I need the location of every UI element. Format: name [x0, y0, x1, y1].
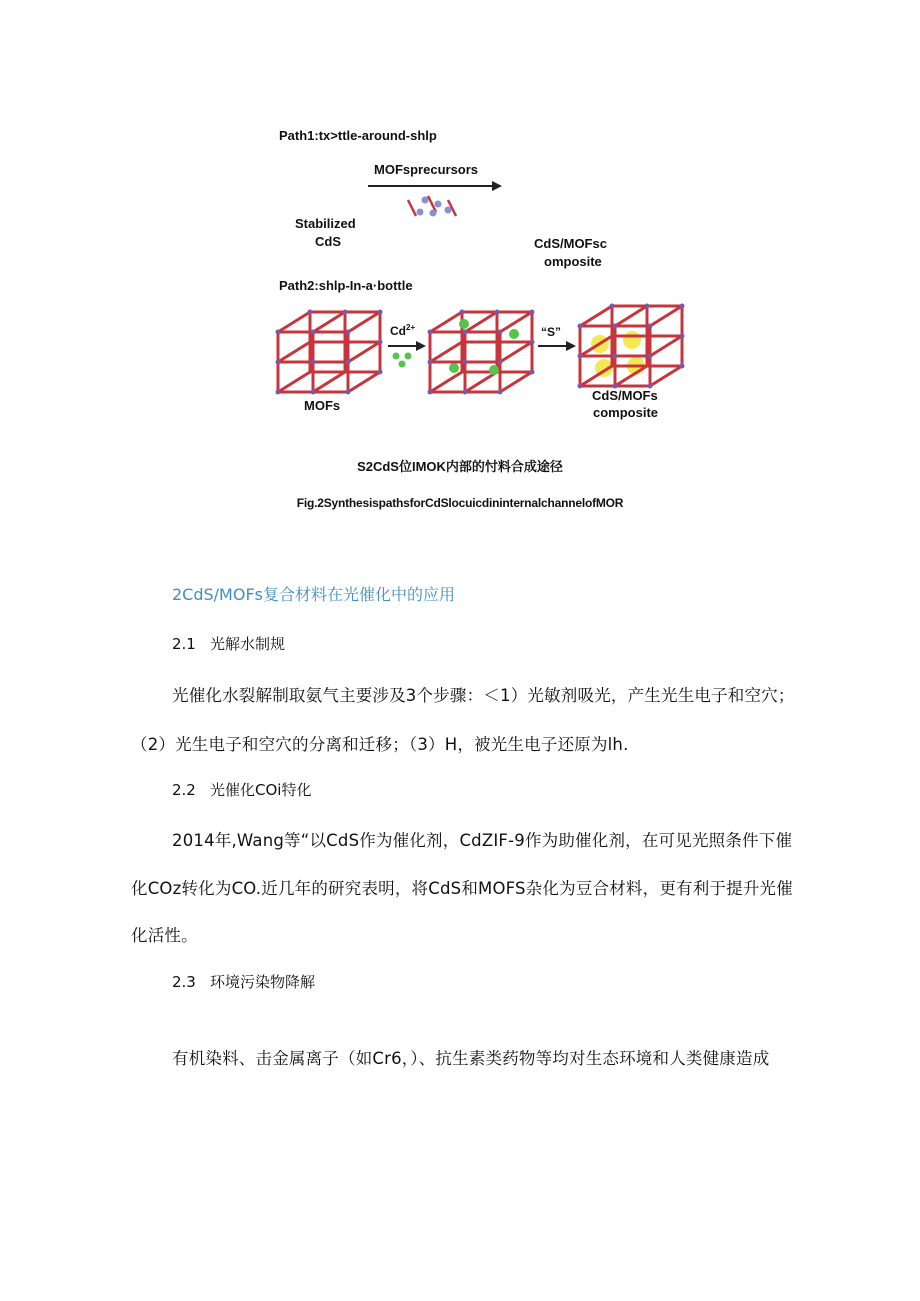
mof-cube-empty [276, 310, 383, 395]
subsection-title: 光催化COi特化 [210, 781, 312, 799]
composite-bottom-label: CdS/MOFs [592, 388, 658, 403]
precursors-arrowhead [492, 181, 502, 191]
subsection-2-2-heading [172, 779, 311, 800]
composite-top-label: CdS/MOFsc [534, 236, 607, 251]
precursors-label: MOFsprecursors [374, 162, 479, 177]
paragraph-2-1-line-1: 光催化水裂解制取氨气主要涉及3个步骤：＜1）光敏剂吸光，产生光生电子和空穴； [172, 686, 795, 705]
stabilized-cds-label: CdS [315, 234, 341, 249]
figure-caption-cn: S2CdS位IMOK内部的忖料合成途径 [357, 459, 563, 474]
subsection-number: 2.3 [172, 973, 196, 991]
cd-ion [405, 353, 412, 360]
precursor-sphere [445, 207, 452, 214]
subsection-title: 环境污染物降解 [210, 973, 316, 991]
composite-bottom-label-2: composite [593, 405, 659, 420]
section-2-title: 2CdS/MOFs复合材料在光催化中的应用 [172, 585, 455, 604]
cd-ion [399, 361, 406, 368]
precursor-sphere [430, 210, 437, 217]
paragraph-2-2-line-1: 2014年,Wang等“以CdS作为催化剂，CdZIF-9作为助催化剂，在可见光照条件下催 [172, 831, 793, 850]
cd-arrowhead [416, 341, 426, 351]
cd-ion [393, 353, 400, 360]
figure-caption-en: Fig.2SynthesispathsforCdSlocuicdininternalchannelofMOR [296, 496, 624, 510]
stabilized-label: Stabilized [295, 216, 356, 231]
path1-label: Path1:tx>ttle-around-shlp [279, 128, 437, 143]
synthesis-figure [270, 120, 690, 430]
paragraph-2-1-line-2: （2）光生电子和空穴的分离和迁移；（3）H，被光生电子还原为lh. [131, 735, 629, 754]
paragraph-2-3-line-1: 有机染料、击金属离子（如Cr6，）、抗生素类药物等均对生态环境和人类健康造成 [172, 1049, 770, 1068]
paragraph-2-2-line-3: 化活性。 [131, 926, 198, 945]
composite-top-label-2: omposite [544, 254, 602, 269]
subsection-2-1-heading [172, 633, 285, 654]
s-arrowhead [566, 341, 576, 351]
precursor-sphere [435, 201, 442, 208]
mof-cube-cd-loaded [428, 310, 535, 395]
subsection-2-3-heading [172, 971, 315, 992]
precursor-sphere [422, 197, 429, 204]
mof-cube-cds-composite [578, 304, 685, 389]
subsection-number: 2.1 [172, 635, 196, 653]
precursor-rod [408, 200, 416, 216]
precursor-sphere [417, 209, 424, 216]
subsection-number: 2.2 [172, 781, 196, 799]
subsection-title: 光解水制规 [210, 635, 286, 653]
sulfur-label: “S” [541, 325, 562, 339]
figure-graphics [270, 120, 690, 430]
cd-ion-label: $Cd^{2+}$ [390, 323, 416, 338]
mofs-label: MOFs [304, 398, 341, 413]
path2-label: Path2:shlp-In-a·bottle [279, 278, 413, 293]
paragraph-2-2-line-2: 化COz转化为CO.近几年的研究表明，将CdS和MOFS杂化为豆合材料，更有利于提升光催 [131, 879, 793, 898]
